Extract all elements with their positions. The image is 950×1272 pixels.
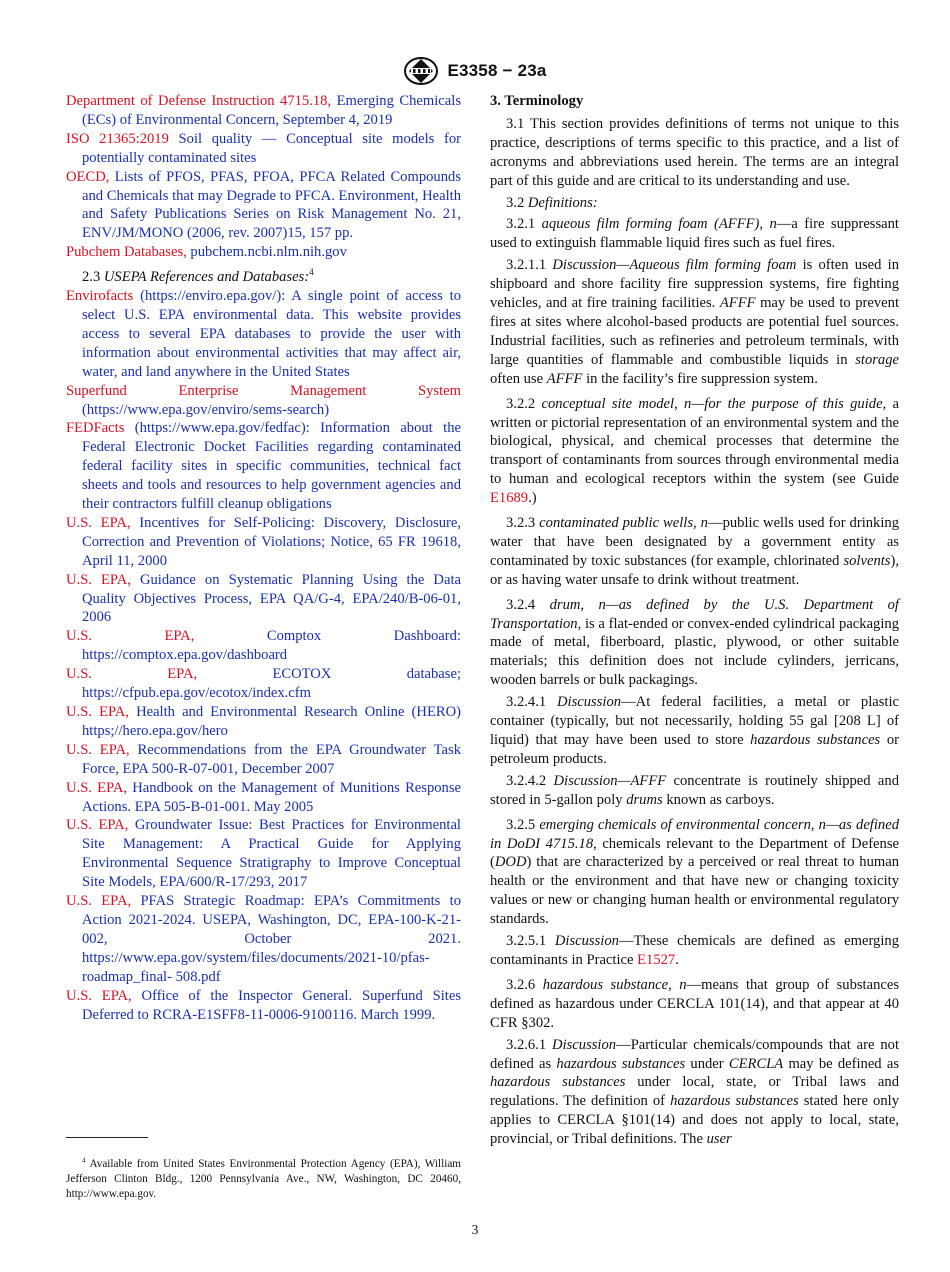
- page-number: 3: [471, 1222, 479, 1237]
- reference-title: Handbook on the Management of Munitions Response Actions. EPA 505-B-01-001. May 2005: [82, 779, 462, 815]
- definition-3-2-5: 3.2.5 emerging chemicals of environmental concern, n—as defined in DoDI 4715.18, chemicals relevant to the Department of Defense (DOD) that are characterized by a perceived or real threat to human health or the environment and that have new or changing toxicity values or new or changing human health or environmental regulatory standards.: [490, 816, 899, 928]
- reference-source: U.S. EPA,: [66, 779, 128, 796]
- reference-source: Department of Defense Instruction 4715.18,: [66, 93, 332, 109]
- page-header: [0, 56, 950, 86]
- section-3-heading: 3. Terminology: [490, 93, 584, 109]
- reference-source: Envirofacts: [66, 288, 134, 305]
- reference-title: (https://www.epa.gov/enviro/sems-search): [82, 401, 330, 418]
- reference-item[interactable]: [66, 892, 461, 987]
- discussion-3-2-1-1: 3.2.1.1 Discussion—Aqueous film forming foam is often used in shipboard and shore facility fire suppression systems, fire fighting vehicles, and at fire training facilities. AFFF may be used to prevent fires at sites where alcohol-based products are potential fuel sources. Industrial facilities, such as refineries and petroleum terminals, with large quantities of flammable and combustible liquids in storage often use AFFF in the facility’s fire suppression system.: [490, 257, 900, 387]
- reference-item[interactable]: [66, 816, 461, 892]
- definition-3-2-6: 3.2.6 hazardous substance, n—means that group of substances defined as hazardous under CERCLA 101(14), and that appear at 40 CFR §302.: [490, 976, 900, 1031]
- reference-item[interactable]: [66, 287, 461, 382]
- discussion-3-2-6-1: 3.2.6.1 Discussion—Particular chemicals/compounds that are not defined as hazardous substances under CERCLA may be defined as hazardous substances under local, state, or Tribal laws and regulations. The definition of hazardous substances stated here only applies to CERCLA §101(14) and does not apply to local, state, provincial, or Tribal definitions. The user: [490, 1036, 899, 1148]
- practice-e1527-link[interactable]: E1527: [637, 951, 676, 968]
- reference-title: pubchem.ncbi.nlm.nih.gov: [186, 244, 347, 261]
- definition-3-2-1: 3.2.1 aqueous film forming foam (AFFF), n—a fire suppressant used to extinguish flammable liquid fires such as fuel fires.: [490, 216, 899, 252]
- footnote-4: $^4$ Available from United States Environmental Protection Agency (EPA), William Jefferson Clinton Bldg., 1200 Pennsylvania Ave., NW, Washington, DC 20460, http://www.epa.gov.: [66, 1156, 461, 1201]
- reference-item[interactable]: [66, 92, 461, 130]
- reference-source: U.S. EPA,: [66, 704, 129, 720]
- reference-item[interactable]: [66, 130, 461, 168]
- reference-source: OECD,: [66, 168, 110, 185]
- reference-list-general: [66, 92, 461, 262]
- reference-title: Lists of PFOS, PFAS, PFOA, PFCA Related Compounds and Chemicals that may Degrade to PFCA. Environment, Health and Safety Publications Series on Risk Management No. 21, ENV/JM/MONO (2006, rev. 2007)15, 157 pp.: [82, 168, 461, 242]
- paragraph-3-1: 3.1 This section provides definitions of terms not unique to this practice, descriptions of terms specific to this practice, and a list of acronyms and abbreviations used herein. The terms are an integral part of this guide and are critical to its understanding and use.: [490, 115, 899, 189]
- reference-title: Recommendations from the EPA Groundwater Task Force, EPA 500-R-07-001, December 2007: [82, 741, 461, 777]
- reference-item[interactable]: [66, 514, 461, 571]
- reference-item[interactable]: [66, 627, 461, 665]
- standard-designation: E3358 − 23a: [447, 61, 547, 80]
- reference-title: Office of the Inspector General. Superfund Sites Deferred to RCRA-E1SFF8-11-0006-9100116. March 1999.: [82, 987, 462, 1023]
- reference-source: U.S. EPA,: [66, 571, 131, 588]
- reference-title: ECOTOX database; https://cfpub.epa.gov/ecotox/index.cfm: [82, 666, 461, 702]
- reference-title: Health and Environmental Research Online (HERO) https;//hero.epa.gov/hero: [82, 704, 461, 739]
- reference-item[interactable]: [66, 703, 461, 741]
- astm-logo-icon: [403, 56, 439, 86]
- reference-item[interactable]: [66, 168, 461, 244]
- reference-title: (https://enviro.epa.gov/): A single point of access to select U.S. EPA environmental data. This website provides access to several EPA databases to provide the user with information about environmental activities that may affect air, water, and land anywhere in the United States: [82, 288, 461, 380]
- reference-source: FEDFacts: [66, 420, 125, 437]
- reference-title: Comptox Dashboard: https://comptox.epa.gov/dashboard: [82, 628, 461, 664]
- reference-title: Groundwater Issue: Best Practices for Environmental Site Management: A Practical Guide for Applying Environmental Sequence Stratigraphy to Improve Conceptual Site Models, EPA/600/R-17/293, 2017: [82, 817, 461, 891]
- reference-source: U.S. EPA,: [66, 628, 195, 645]
- guide-e1689-link[interactable]: E1689: [490, 490, 529, 507]
- reference-item[interactable]: [66, 419, 461, 514]
- reference-source: U.S. EPA,: [66, 817, 129, 834]
- reference-title: Emerging Chemicals (ECs) of Environmental Concern, September 4, 2019: [82, 93, 461, 128]
- reference-source: U.S. EPA,: [66, 741, 130, 758]
- reference-item[interactable]: [66, 741, 461, 779]
- reference-source: U.S. EPA,: [66, 666, 198, 683]
- reference-item[interactable]: [66, 571, 461, 628]
- reference-item[interactable]: [66, 987, 461, 1025]
- section-2-3-heading: 2.3 USEPA References and Databases:$^4$: [82, 267, 314, 286]
- reference-source: U.S. EPA,: [66, 893, 132, 910]
- reference-source: U.S. EPA,: [66, 514, 131, 531]
- reference-title: Incentives for Self-Policing: Discovery, Disclosure, Correction and Prevention of Violations; Notice, 65 FR 19618, April 11, 2000: [82, 514, 461, 569]
- right-column: [490, 92, 899, 1149]
- discussion-3-2-4-1: 3.2.4.1 Discussion—At federal facilities, a metal or plastic container (typically, but not necessarily, holding 55 gal [208 L] of liquid) that may have been used to store hazardous substances or petroleum products.: [490, 694, 899, 767]
- reference-source: Superfund Enterprise Management System: [66, 382, 461, 399]
- reference-source: U.S. EPA,: [66, 987, 132, 1004]
- discussion-3-2-4-2: 3.2.4.2 Discussion—AFFF concentrate is routinely shipped and stored in 5-gallon poly drums known as carboys.: [490, 772, 899, 808]
- paragraph-3-2: 3.2 Definitions:: [506, 194, 598, 211]
- reference-title: (https://www.epa.gov/fedfac): Information about the Federal Electronic Docket Facilities regarding contaminated federal facility sites in specific communities, technical fact sheets and tools and resources to help government agencies and their contractors fulfill cleanup obligations: [82, 420, 461, 513]
- reference-list-usepa: [66, 287, 461, 1024]
- reference-source: ISO 21365:2019: [66, 130, 169, 147]
- reference-title: PFAS Strategic Roadmap: EPA’s Commitments to Action 2021-2024. USEPA, Washington, DC, EPA-100-K-21-002, October 2021. https://www.epa.gov/system/files/documents/2021-10/pfas-roadmap_final- 508.pdf: [82, 893, 462, 985]
- discussion-3-2-5-1: 3.2.5.1 Discussion—These chemicals are defined as emerging contaminants in Practice E1527.: [490, 933, 899, 968]
- footnote-rule: [66, 1137, 148, 1138]
- definition-3-2-3: 3.2.3 contaminated public wells, n—public wells used for drinking water that have been designated by a government entity as contaminated by toxic substances (for example, chlorinated solvents), or as having water unsafe to drink without treatment.: [490, 515, 899, 588]
- reference-source: Pubchem Databases,: [66, 244, 187, 261]
- definition-3-2-4: 3.2.4 drum, n—as defined by the U.S. Department of Transportation, is a flat-ended or convex-ended cylindrical packaging made of metal, fiberboard, plastic, plywood, or other suitable materials; this definition does not include cylinders, jerricans, wooden barrels or bulk packagings.: [490, 596, 899, 689]
- left-column: [66, 92, 461, 1024]
- reference-title: Soil quality — Conceptual site models for potentially contaminated sites: [82, 130, 462, 166]
- reference-item[interactable]: [66, 243, 461, 262]
- reference-item[interactable]: [66, 779, 461, 817]
- definition-3-2-2: 3.2.2 conceptual site model, n—for the purpose of this guide, a written or pictorial representation of an environmental system and the biological, physical, and chemical processes that determine the transport of contaminants from sources through environmental media to human and ecological receptors within the system (see Guide E1689.): [490, 395, 899, 507]
- reference-item[interactable]: [66, 382, 461, 420]
- reference-item[interactable]: [66, 665, 461, 703]
- reference-title: Guidance on Systematic Planning Using the Data Quality Objectives Process, EPA QA/G-4, EPA/240/B-06-01, 2006: [82, 571, 461, 626]
